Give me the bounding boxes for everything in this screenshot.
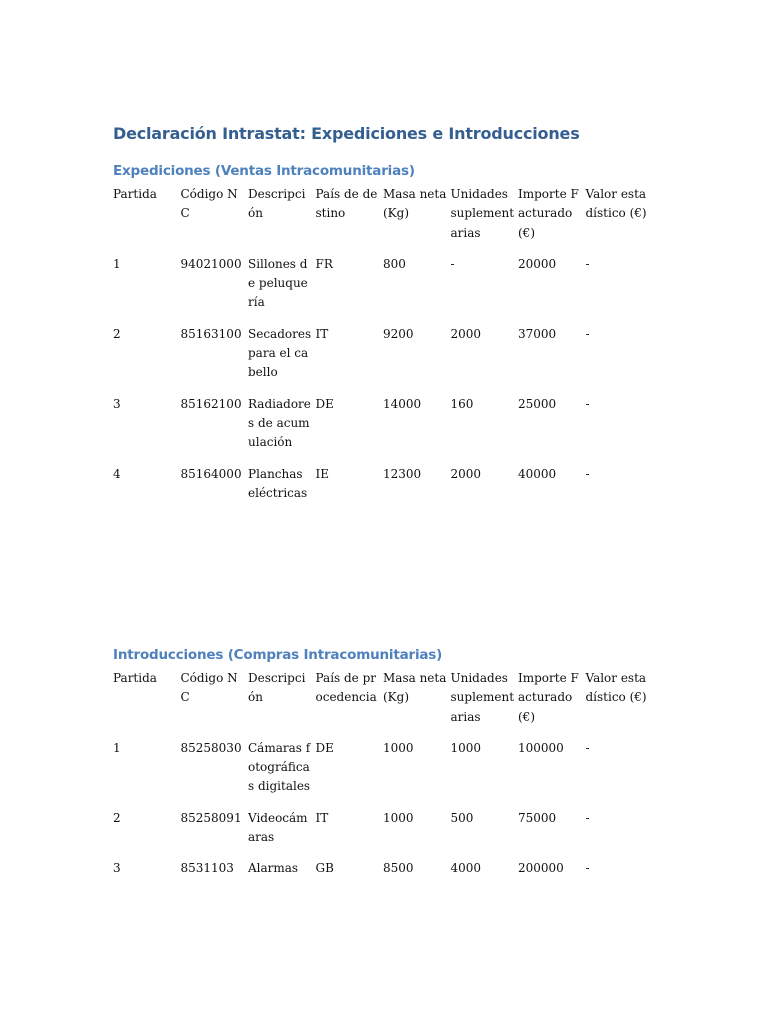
table-row bbox=[113, 325, 653, 383]
table-cell: Cámaras fotográficas digitales bbox=[248, 740, 311, 794]
table-cell: 160 bbox=[450, 396, 474, 411]
table-row bbox=[113, 395, 653, 453]
column-header: Masa neta (Kg) bbox=[383, 187, 447, 221]
table-cell: 9200 bbox=[383, 326, 414, 341]
table-cell: IT bbox=[315, 326, 329, 341]
table-cell: - bbox=[585, 326, 590, 341]
table-cell: 2000 bbox=[450, 466, 482, 481]
table-cell: 85164000 bbox=[180, 466, 242, 481]
introducciones-table bbox=[113, 669, 653, 891]
table-cell: IE bbox=[315, 466, 329, 481]
table-cell: GB bbox=[315, 861, 334, 876]
table-cell: 20000 bbox=[518, 256, 557, 271]
table-cell: 500 bbox=[450, 810, 474, 825]
table-cell: 40000 bbox=[518, 466, 557, 481]
table-cell: 85162100 bbox=[180, 396, 242, 411]
column-header: País de destino bbox=[315, 187, 378, 221]
table-row bbox=[113, 739, 653, 797]
section-heading-introducciones: Introducciones (Compras Intracomunitarias) bbox=[113, 647, 443, 663]
column-header: Masa neta (Kg) bbox=[383, 671, 447, 705]
table-cell: 85258030 bbox=[180, 740, 242, 755]
table-cell: 1000 bbox=[450, 740, 482, 755]
column-header: Descripción bbox=[248, 187, 306, 221]
column-header: Partida bbox=[113, 671, 157, 685]
column-header: Valor estadístico (€) bbox=[585, 187, 647, 221]
table-cell: 200000 bbox=[518, 861, 564, 876]
table-cell: DE bbox=[315, 396, 334, 411]
table-cell: FR bbox=[315, 256, 333, 271]
table-cell: 75000 bbox=[518, 810, 557, 825]
column-header: País de procedencia bbox=[315, 671, 377, 705]
table-cell: Radiadores de acumulación bbox=[248, 396, 311, 450]
table-cell: 94021000 bbox=[180, 256, 242, 271]
table-cell: IT bbox=[315, 810, 329, 825]
table-row bbox=[113, 465, 653, 504]
column-header: Partida bbox=[113, 187, 157, 201]
table-row bbox=[113, 859, 653, 878]
table-cell: 2000 bbox=[450, 326, 482, 341]
section-heading-expediciones: Expediciones (Ventas Intracomunitarias) bbox=[113, 163, 415, 179]
table-cell: 1000 bbox=[383, 810, 414, 825]
table-cell: 14000 bbox=[383, 396, 422, 411]
table-cell: 3 bbox=[113, 396, 121, 411]
table-cell: 12300 bbox=[383, 466, 422, 481]
table-cell: Planchas eléctricas bbox=[248, 466, 308, 500]
table-cell: Alarmas bbox=[248, 861, 299, 876]
table-cell: 4000 bbox=[450, 861, 482, 876]
table-cell: 1000 bbox=[383, 740, 414, 755]
table-cell: DE bbox=[315, 740, 334, 755]
table-cell: 25000 bbox=[518, 396, 557, 411]
column-header: Código NC bbox=[180, 187, 238, 221]
column-header: Unidades suplementarias bbox=[450, 671, 515, 724]
column-header: Valor estadístico (€) bbox=[585, 671, 647, 705]
expediciones-table bbox=[113, 185, 653, 515]
column-header: Unidades suplementarias bbox=[450, 187, 515, 240]
table-cell: - bbox=[450, 256, 455, 271]
table-cell: 85258091 bbox=[180, 810, 242, 825]
table-row bbox=[113, 809, 653, 848]
table-header-row bbox=[113, 669, 653, 727]
table-cell: Sillones de peluquería bbox=[248, 256, 308, 310]
table-cell: - bbox=[585, 396, 590, 411]
table-cell: 8500 bbox=[383, 861, 414, 876]
table-cell: - bbox=[585, 740, 590, 755]
table-cell: 2 bbox=[113, 810, 121, 825]
table-cell: 4 bbox=[113, 466, 121, 481]
table-cell: 2 bbox=[113, 326, 121, 341]
document-title: Declaración Intrastat: Expediciones e Introducciones bbox=[113, 124, 580, 143]
table-cell: 8531103 bbox=[180, 861, 234, 876]
table-cell: 37000 bbox=[518, 326, 557, 341]
table-cell: - bbox=[585, 256, 590, 271]
table-cell: 85163100 bbox=[180, 326, 242, 341]
table-cell: 3 bbox=[113, 861, 121, 876]
column-header: Código NC bbox=[180, 671, 238, 705]
table-row bbox=[113, 255, 653, 313]
table-cell: Videocámaras bbox=[248, 810, 308, 845]
column-header: Importe Facturado (€) bbox=[518, 187, 579, 240]
column-header: Importe Facturado (€) bbox=[518, 671, 579, 724]
table-cell: 1 bbox=[113, 256, 121, 271]
table-cell: 800 bbox=[383, 256, 406, 271]
table-cell: 100000 bbox=[518, 740, 564, 755]
table-header-row bbox=[113, 185, 653, 243]
table-cell: - bbox=[585, 466, 590, 481]
table-cell: 1 bbox=[113, 740, 121, 755]
column-header: Descripción bbox=[248, 671, 306, 705]
table-cell: - bbox=[585, 861, 590, 876]
table-cell: Secadores para el cabello bbox=[248, 326, 312, 380]
table-cell: - bbox=[585, 810, 590, 825]
